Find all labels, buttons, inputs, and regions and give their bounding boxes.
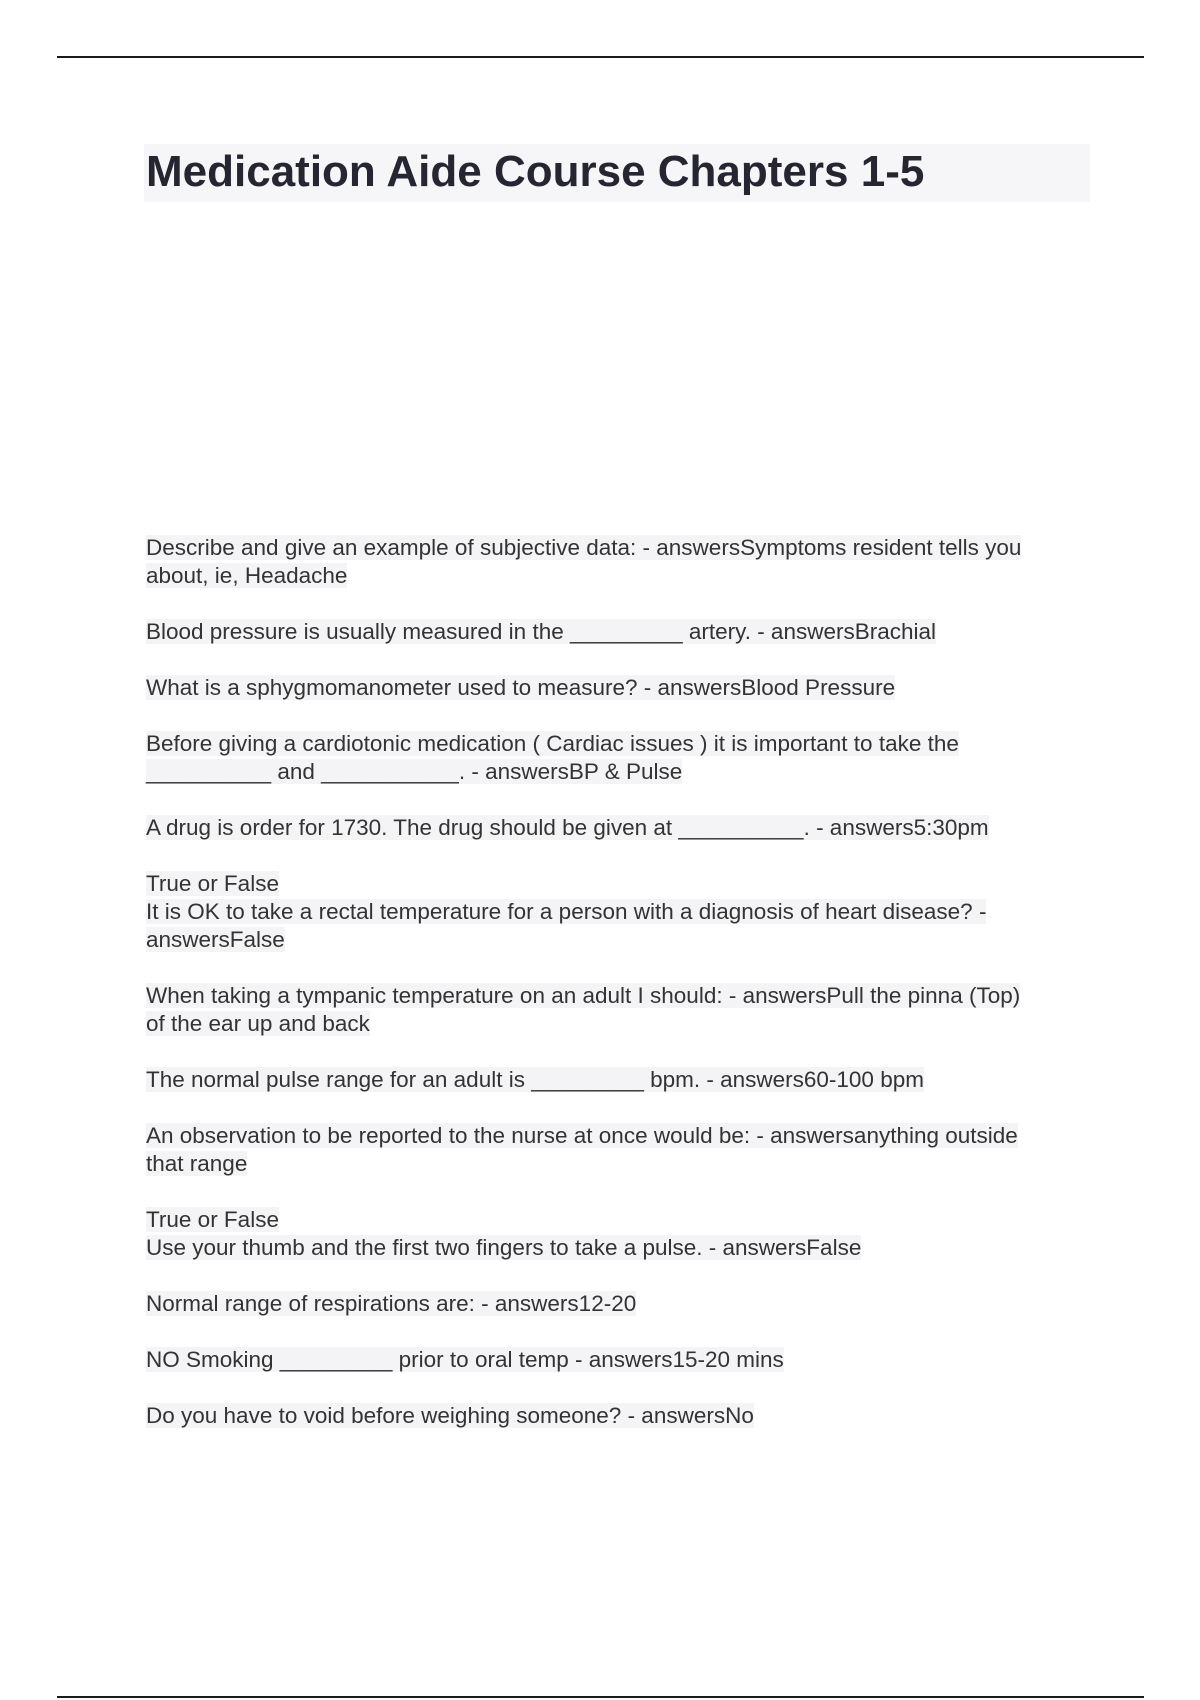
top-rule [57, 56, 1144, 58]
qa-line: True or False [146, 1207, 279, 1232]
bottom-rule [57, 1696, 1144, 1698]
qa-line: When taking a tympanic temperature on an adult I should: - answersPull the pinna (Top) [146, 983, 1021, 1008]
qa-item [146, 1402, 1092, 1430]
qa-item [146, 674, 1092, 702]
qa-line: Before giving a cardiotonic medication ( Cardiac issues ) it is important to take the [146, 731, 959, 756]
qa-item [146, 814, 1092, 842]
qa-line: Blood pressure is usually measured in the _________ artery. - answersBrachial [146, 619, 937, 644]
qa-line: A drug is order for 1730. The drug should be given at __________. - answers5:30pm [146, 815, 989, 840]
qa-list [146, 534, 1092, 1458]
qa-line: NO Smoking _________ prior to oral temp - answers15-20 mins [146, 1347, 784, 1372]
qa-line: about, ie, Headache [146, 563, 348, 588]
page-title: Medication Aide Course Chapters 1-5 [146, 147, 925, 196]
qa-line: answersFalse [146, 927, 285, 952]
qa-line: __________ and ___________. - answersBP & Pulse [146, 759, 683, 784]
qa-line: Do you have to void before weighing someone? - answersNo [146, 1403, 754, 1428]
qa-line: The normal pulse range for an adult is _________ bpm. - answers60-100 bpm [146, 1067, 924, 1092]
qa-line: It is OK to take a rectal temperature for a person with a diagnosis of heart disease? - [146, 899, 987, 924]
qa-item [146, 982, 1092, 1038]
qa-line: An observation to be reported to the nurse at once would be: - answersanything outside [146, 1123, 1018, 1148]
qa-line: Describe and give an example of subjective data: - answersSymptoms resident tells you [146, 535, 1022, 560]
qa-item [146, 1122, 1092, 1178]
qa-item [146, 730, 1092, 786]
qa-line: that range [146, 1151, 248, 1176]
qa-item [146, 1290, 1092, 1318]
qa-item [146, 1066, 1092, 1094]
qa-line: What is a sphygmomanometer used to measure? - answersBlood Pressure [146, 675, 896, 700]
qa-item [146, 1346, 1092, 1374]
qa-line: of the ear up and back [146, 1011, 370, 1036]
qa-line: Normal range of respirations are: - answers12-20 [146, 1291, 637, 1316]
qa-item [146, 534, 1092, 590]
qa-item [146, 870, 1092, 954]
qa-item [146, 618, 1092, 646]
qa-line: Use your thumb and the first two fingers to take a pulse. - answersFalse [146, 1235, 862, 1260]
qa-line: True or False [146, 871, 279, 896]
qa-item [146, 1206, 1092, 1262]
